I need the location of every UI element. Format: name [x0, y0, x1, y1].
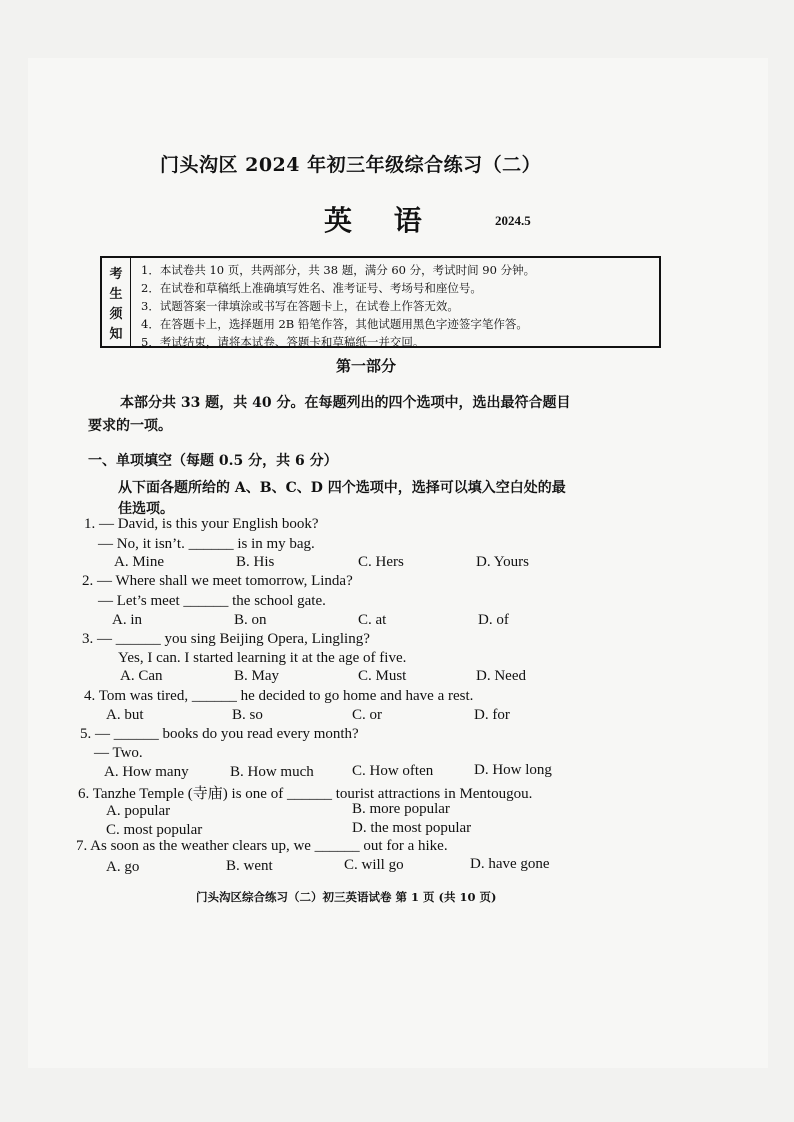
question-line: — Let’s meet ______ the school gate.	[98, 593, 326, 609]
question-line: — Two.	[94, 745, 143, 761]
question-line: 1. — David, is this your English book?	[84, 516, 319, 532]
option-d: D. Yours	[476, 554, 529, 570]
exam-title: 门头沟区 2024 年初三年级综合练习（二）	[160, 154, 542, 176]
option-a: A. popular	[106, 803, 171, 819]
option-c: C. will go	[344, 857, 404, 873]
option-b: B. How much	[230, 764, 314, 780]
part-intro	[88, 392, 668, 438]
option-d: D. for	[474, 707, 510, 723]
intro-line: 本部分共 33 题，共 40 分。在每题列出的四个选项中，选出最符合题目	[120, 395, 571, 411]
notice-item: 3．试题答案一律填涂或书写在答题卡上，在试卷上作答无效。	[141, 299, 459, 313]
option-a: A. How many	[104, 764, 189, 780]
option-c: C. Must	[358, 668, 407, 684]
question-line: 2. — Where shall we meet tomorrow, Linda?	[82, 573, 353, 589]
option-b: B. on	[234, 612, 267, 628]
directions-line: 佳选项。	[118, 501, 174, 517]
option-a: A. go	[106, 859, 140, 875]
directions-line: 从下面各题所给的 A、B、C、D 四个选项中，选择可以填入空白处的最	[118, 480, 566, 496]
option-a: A. Mine	[114, 554, 164, 570]
notice-item: 2．在试卷和草稿纸上准确填写姓名、准考证号、考场号和座位号。	[141, 281, 482, 295]
option-b: B. May	[234, 668, 279, 684]
option-c: C. How often	[352, 763, 434, 779]
notice-label	[102, 258, 131, 346]
subject-title: 英 语	[324, 204, 438, 237]
option-a: A. but	[106, 707, 144, 723]
notice-items	[131, 258, 659, 349]
page-footer: 门头沟区综合练习（二）初三英语试卷 第 1 页 (共 10 页)	[196, 890, 497, 904]
notice-label-char: 知	[109, 326, 123, 342]
option-d: D. Need	[476, 668, 526, 684]
option-c: C. Hers	[358, 554, 404, 570]
option-a: A. in	[112, 612, 142, 628]
notice-item: 5．考试结束，请将本试卷、答题卡和草稿纸一并交回。	[141, 335, 425, 349]
question-line: — No, it isn’t. ______ is in my bag.	[98, 536, 315, 552]
option-d: D. of	[478, 612, 509, 628]
question-line: 3. — ______ you sing Beijing Opera, Lingling?	[82, 631, 370, 647]
option-b: B. His	[236, 554, 275, 570]
option-d: D. have gone	[470, 856, 550, 872]
option-a: A. Can	[120, 668, 163, 684]
option-d: D. How long	[474, 762, 552, 778]
exam-date: 2024.5	[495, 213, 531, 228]
section-title: 一、单项填空（每题 0.5 分，共 6 分）	[88, 453, 338, 469]
option-b: B. so	[232, 707, 263, 723]
question-line: Yes, I can. I started learning it at the age of five.	[118, 650, 407, 666]
option-c: C. or	[352, 707, 382, 723]
question-line: 4. Tom was tired, ______ he decided to go home and have a rest.	[84, 688, 474, 704]
notice-label-char: 考	[109, 266, 123, 282]
option-c: C. most popular	[106, 822, 203, 838]
option-b: B. more popular	[352, 801, 450, 817]
candidate-notice-box	[100, 256, 661, 348]
question-line: 7. As soon as the weather clears up, we ______ out for a hike.	[76, 838, 448, 854]
part-title: 第一部分	[336, 357, 397, 375]
question-line: 5. — ______ books do you read every month?	[80, 726, 359, 742]
notice-item: 4．在答题卡上，选择题用 2B 铅笔作答，其他试题用黑色字迹签字笔作答。	[141, 317, 528, 331]
option-c: C. at	[358, 612, 387, 628]
question-line: 6. Tanzhe Temple (寺庙) is one of ______ tourist attractions in Mentougou.	[78, 786, 533, 802]
option-d: D. the most popular	[352, 820, 472, 836]
section-directions	[118, 478, 566, 520]
intro-line: 要求的一项。	[88, 418, 172, 434]
notice-item: 1．本试卷共 10 页，共两部分，共 38 题，满分 60 分，考试时间 90 分钟。	[141, 263, 536, 277]
notice-label-char: 须	[109, 306, 123, 322]
notice-label-char: 生	[109, 286, 123, 302]
option-b: B. went	[226, 858, 273, 874]
